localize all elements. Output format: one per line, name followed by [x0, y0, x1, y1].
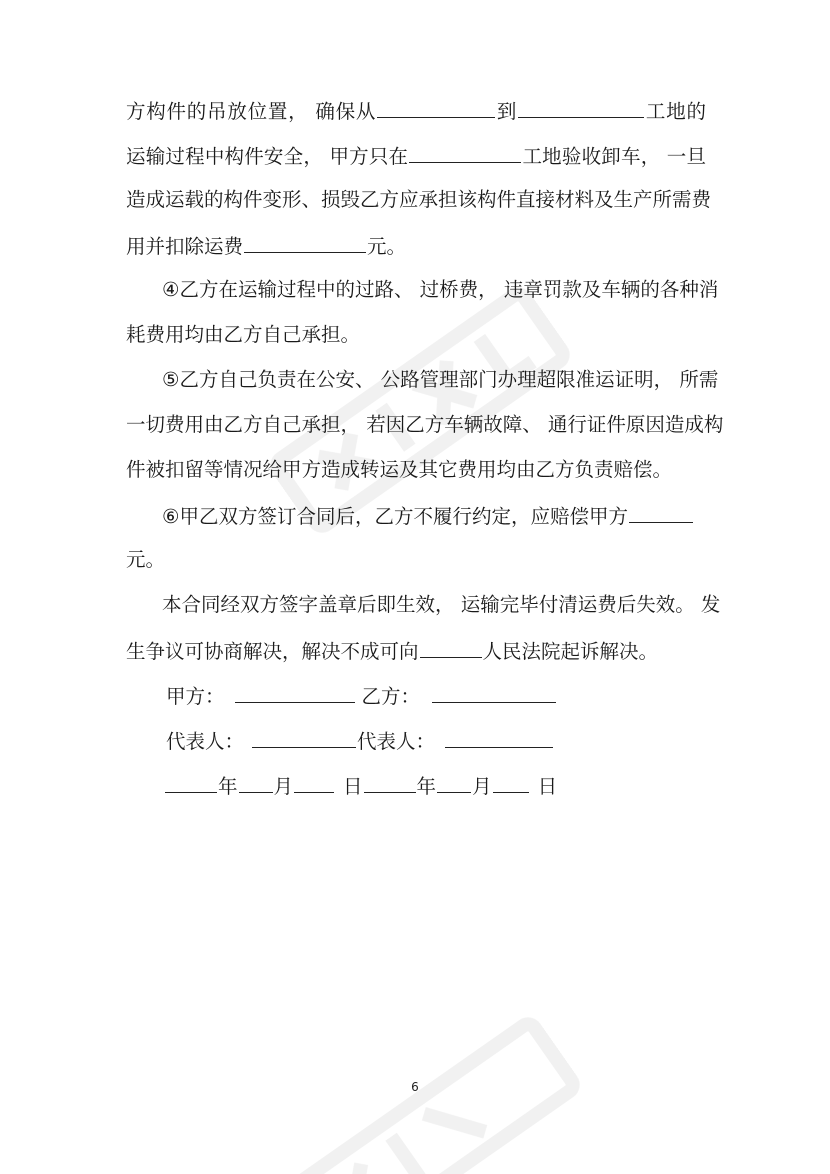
clause4-line2: 耗费用均由乙方自己承担。: [126, 323, 361, 346]
rep-a-blank: [252, 727, 356, 748]
court-blank: [420, 637, 482, 658]
year-a-blank: [165, 772, 217, 793]
party-a-label: 甲方：: [166, 685, 225, 708]
clause3-line1: 方构件的吊放位置， 确保从 到 工地的: [126, 97, 706, 125]
effect-line2: 生争议可协商解决，解决不成可向 人民法院起诉解决。: [126, 637, 706, 665]
page-number: 6: [411, 1080, 419, 1094]
site-blank: [409, 142, 521, 163]
effect-line1: 本合同经双方签字盖章后即生效， 运输完毕付清运费后失效。 发: [162, 593, 721, 616]
from-location-blank: [377, 97, 495, 118]
rep-b-blank: [445, 727, 553, 748]
clause6-line2: 元。: [126, 548, 166, 571]
clause5-line3: 件被扣留等情况给甲方造成转运及其它费用均由乙方负责赔偿。: [126, 458, 673, 481]
month-a-blank: [239, 772, 273, 793]
rep-b-label: 代表人：: [357, 730, 436, 753]
year-b-blank: [364, 772, 416, 793]
month-b-blank: [437, 772, 471, 793]
date-row: 年 月 日 年 月 日: [164, 772, 624, 800]
party-signature-row: [166, 682, 626, 710]
day-a-blank: [294, 772, 334, 793]
clause5-line1: ⑤乙方自己负责在公安、 公路管理部门办理超限准运证明， 所需: [162, 368, 719, 391]
clause3-line2: 运输过程中构件安全， 甲方只在 工地验收卸车， 一旦: [126, 142, 706, 170]
clause4-line1: ④乙方在运输过程中的过路、 过桥费， 违章罚款及车辆的各种消: [162, 278, 719, 301]
party-b-blank: [432, 682, 556, 703]
day-b-blank: [493, 772, 529, 793]
clause3-line3: 造成运载的构件变形、损毁乙方应承担该构件直接材料及生产所需费: [126, 188, 712, 211]
clause3-line4: 用并扣除运费 元。: [126, 232, 706, 260]
party-b-label: 乙方：: [361, 685, 421, 708]
rep-a-label: 代表人：: [166, 730, 245, 753]
to-location-blank: [518, 97, 644, 118]
freight-deduction-blank: [244, 232, 366, 253]
clause5-line2: 一切费用由乙方自己承担， 若因乙方车辆故障、 通行证件原因造成构: [126, 413, 724, 436]
clause6-line1: ⑥甲乙双方签订合同后，乙方不履行约定，应赔偿甲方: [162, 502, 706, 530]
representative-row: [166, 727, 626, 755]
party-a-blank: [235, 682, 355, 703]
compensation-blank: [629, 502, 693, 523]
